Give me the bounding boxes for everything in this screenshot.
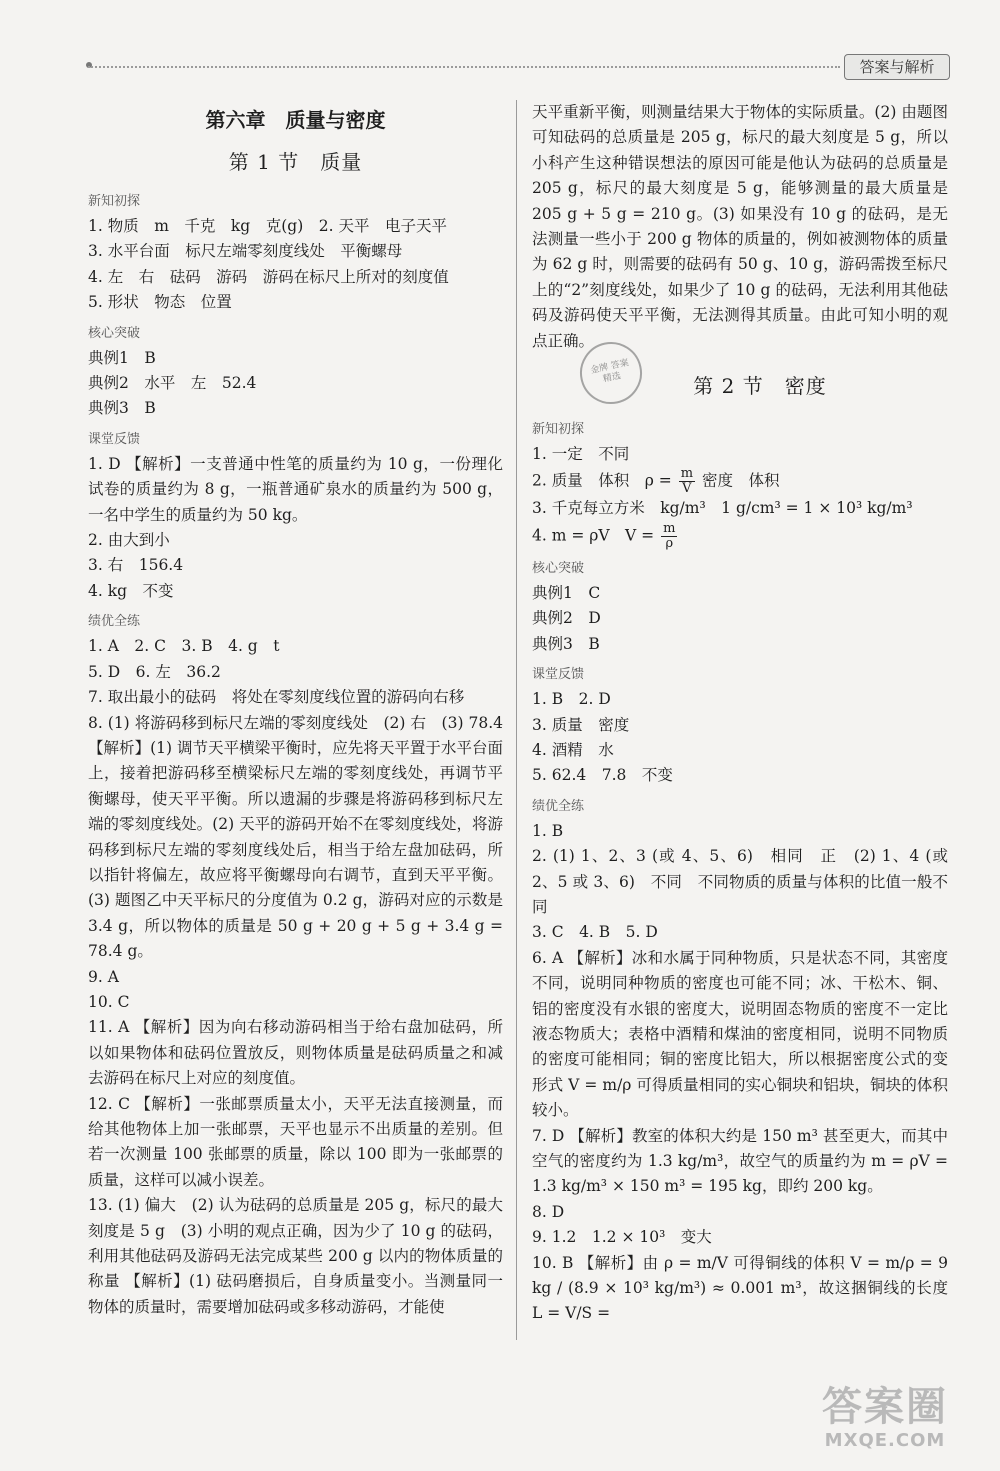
section-title-1: 第 1 节 质量 xyxy=(228,150,363,174)
answer-line: 8. D xyxy=(532,1202,565,1221)
label-jiyou: 绩优全练 xyxy=(88,614,141,630)
answer-line: 典例1 C xyxy=(532,583,601,602)
answer-line: 3. 千克每立方米 kg/m³ 1 g/cm³ = 1 × 10³ kg/m³ xyxy=(532,499,913,518)
answer-line: 6. A 【解析】冰和水属于同种物质，只是状态不同，其密度不同，说明同种物质的密度也可能不同；冰、干松木、铜、铝的密度没有水银的密度大，说明固态物质的密度不一定比液态物质大；表格中酒精和煤油的密度相同，说明不同物质的密度可能相同；铜的密度比铝大，所以根据密度公式的变形式 V = m/ρ 可得质量相同的实心铜块和铝块，铜块的体积较小。 xyxy=(532,948,948,1120)
answer-line: 5. 形状 物态 位置 xyxy=(88,293,232,312)
answer-line: 1. A 2. C 3. B 4. g t xyxy=(88,637,280,656)
answer-line: 9. A xyxy=(88,967,119,986)
answer-line: 4. 酒精 水 xyxy=(532,740,614,759)
answer-line: 7. D 【解析】教室的体积大约是 150 m³ 甚至更大，而其中空气的密度约为 1.3 kg/m³，故空气的质量约为 m = ρV = 1.3 kg/m³ × 150 m³ = 195 kg，即约 200 kg。 xyxy=(532,1126,948,1196)
section-title-2: 第 2 节 密度 xyxy=(693,374,827,399)
answer-line: 5. 62.4 7.8 不变 xyxy=(532,766,673,785)
answer-line: 9. 1.2 1.2 × 10³ 变大 xyxy=(532,1228,712,1247)
answer-line: 典例2 水平 左 52.4 xyxy=(88,374,257,393)
denominator: V xyxy=(682,481,692,497)
continuation-text: 天平重新平衡，则测量结果大于物体的实际质量。(2) 由题图可知砝码的总质量是 205 g，标尺的最大刻度是 5 g，所以小科产生这种错误想法的原因可能是他认为砝码的总质量是 205 g，标尺的最大刻度是 5 g，能够测量的最大质量是 205 g + 5 g = 210 g。(3) 如果没有 10 g 的砝码，是无法测量一些小于 200 g 物体的质量的，例如被测物体的质量为 62 g 时，则需要的砝码有 50 g、10 g，游码需拨至标尺上的“2”刻度线处，如果少了 10 g 的砝码，无法利用其他砝码及游码使天平平衡，无法测得其质量。由此可知小明的观点正确。 xyxy=(532,103,948,350)
answer-line: 4. kg 不变 xyxy=(88,581,174,600)
right-column xyxy=(532,100,948,1327)
answer-line: 10. B 【解析】由 ρ = m/V 可得铜线的体积 V = m/ρ = 9 kg / (8.9 × 10³ kg/m³) ≈ 0.001 m³，故这捆铜线的长度 L = V/S = xyxy=(532,1253,948,1323)
answer-line: 5. D 6. 左 36.2 xyxy=(88,662,221,681)
answer-line: 3. 右 156.4 xyxy=(88,556,184,575)
label-xinzhi: 新知初探 xyxy=(88,194,141,209)
label-hexin: 核心突破 xyxy=(88,325,141,341)
chapter-title: 第六章 质量与密度 xyxy=(205,108,386,132)
answer-line: 1. 一定 不同 xyxy=(532,445,630,464)
fraction xyxy=(661,522,677,551)
formula-text: 密度 体积 xyxy=(701,471,780,490)
stamp-seal: 金牌 答案 精选 xyxy=(574,336,648,410)
answer-line: 3. 水平台面 标尺左端零刻度线处 平衡螺母 xyxy=(88,242,403,261)
numerator: m xyxy=(663,520,676,536)
answer-line: 3. C 4. B 5. D xyxy=(532,923,658,942)
answer-line: 2. (1) 1、2、3 (或 4、5、6) 相同 正 (2) 1、4 (或 2、5 或 3、6) 不同 不同物质的质量与体积的比值一般不同 xyxy=(532,847,948,916)
answer-line: 11. A 【解析】因为向右移动游码相当于给右盘加砝码，所以如果物体和砝码位置放反，则物体质量是砝码质量之和减去游码在标尺上对应的刻度值。 xyxy=(88,1018,503,1088)
watermark-url: MXQE.COM xyxy=(824,1430,946,1451)
denominator: ρ xyxy=(665,535,674,551)
column-divider xyxy=(516,100,517,1340)
header-rule xyxy=(88,66,840,68)
answer-line: 典例3 B xyxy=(88,399,156,418)
answer-line: 1. B xyxy=(532,821,564,840)
answer-line: 1. B 2. D xyxy=(532,690,611,709)
answer-line-formula xyxy=(532,467,948,496)
answer-line: 典例3 B xyxy=(532,634,600,653)
answer-line: 2. 由大到小 xyxy=(88,531,170,550)
label-xinzhi-2: 新知初探 xyxy=(532,422,585,438)
label-ketang-2: 课堂反馈 xyxy=(532,667,585,683)
answer-line: 8. (1) 将游码移到标尺左端的零刻度线处 (2) 右 (3) 78.4 【解析】(1) 调节天平横梁平衡时，应先将天平置于水平台面上，接着把游码移至横梁标尺左端的零刻度线处，再调节平衡螺母，使天平平衡。所以遗漏的步骤是将游码移到标尺左端的零刻度线处。(2) 天平的游码开始不在零刻度线处，将游码移到标尺左端的零刻度线处后，相当于给左盘加砝码，所以指针将偏左，故应将平衡螺母向右调节，直到天平平衡。(3) 题图乙中天平标尺的分度值为 0.2 g，游码对应的示数是 3.4 g，所以物体的质量是 50 g + 20 g + 5 g + 3.4 g = 78.4 g。 xyxy=(88,713,503,961)
formula-text: 2. 质量 体积 ρ = xyxy=(532,471,672,490)
answer-line: 7. 取出最小的砝码 将处在零刻度线位置的游码向右移 xyxy=(88,688,465,707)
answer-line: 典例2 D xyxy=(532,609,601,628)
numerator: m xyxy=(680,466,694,482)
answer-line: 典例1 B xyxy=(88,348,156,367)
label-ketang: 课堂反馈 xyxy=(88,431,141,447)
answer-line-formula xyxy=(532,522,948,551)
answer-line: 4. 左 右 砝码 游码 游码在标尺上所对的刻度值 xyxy=(88,267,449,286)
fraction xyxy=(679,467,695,496)
answer-line: 3. 质量 密度 xyxy=(532,715,630,734)
answer-line: 1. D 【解析】一支普通中性笔的质量约为 10 g，一份理化试卷的质量约为 8 g，一瓶普通矿泉水的质量约为 500 g，一名中学生的质量约为 50 kg。 xyxy=(88,454,503,524)
answer-line: 13. (1) 偏大 (2) 认为砝码的总质量是 205 g，标尺的最大刻度是 5 g (3) 小明的观点正确，因为少了 10 g 的砝码，利用其他砝码及游码无法完成某些 200 g 以内的物体质量的称量 【解析】(1) 砝码磨损后，自身质量变小。当测量同一物体的质量时，需要增加砝码或多移动游码，才能使 xyxy=(88,1196,503,1316)
formula-text: 4. m = ρV V = xyxy=(532,526,655,545)
left-column xyxy=(88,100,503,1320)
answer-line: 10. C xyxy=(88,992,130,1011)
watermark-logo xyxy=(800,1384,970,1464)
answer-line: 1. 物质 m 千克 kg 克(g) 2. 天平 电子天平 xyxy=(88,217,447,235)
header-tag: 答案与解析 xyxy=(844,54,950,80)
label-jiyou-2: 绩优全练 xyxy=(532,798,585,814)
watermark-title: 答案圈 xyxy=(822,1384,948,1430)
answer-line: 12. C 【解析】一张邮票质量太小，天平无法直接测量，而给其他物体上加一张邮票，天平也显示不出质量的差别。但若一次测量 100 张邮票的质量，除以 100 即为一张邮票的质量，这样可以减小误差。 xyxy=(88,1094,503,1189)
label-hexin-2: 核心突破 xyxy=(532,560,585,576)
